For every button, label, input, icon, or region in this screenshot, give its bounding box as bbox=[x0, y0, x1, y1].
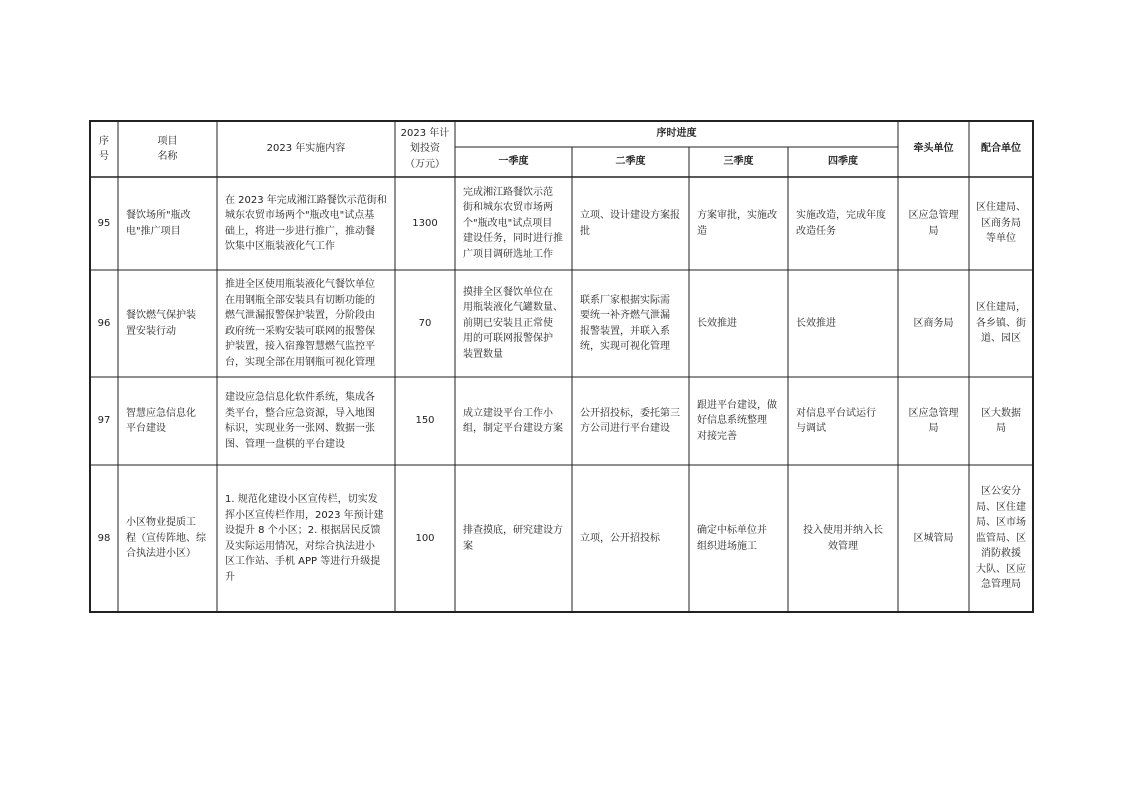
row-96-partner: 区住建局， 各乡镇、街 道、园区 bbox=[976, 302, 1026, 345]
row-97-q2: 公开招投标，委托第三 方公司进行平台建设 bbox=[580, 407, 680, 434]
row-95-lead: 区应急管理 局 bbox=[908, 210, 959, 237]
row-97-seq: 97 bbox=[97, 415, 111, 427]
row-96-q3: 长效推进 bbox=[697, 317, 737, 329]
row-96-seq: 96 bbox=[97, 317, 111, 329]
row-95-content: 在 2023 年完成湘江路餐饮示范街和 城东农贸市场两个"瓶改电"试点基 础上，将进一步进行推广，推动餐 饮集中区瓶装液化气工作 bbox=[225, 194, 387, 252]
header-partner: 配合单位 bbox=[981, 143, 1021, 155]
header-q2: 二季度 bbox=[615, 156, 646, 168]
header-lead: 牵头单位 bbox=[913, 143, 954, 155]
header-name: 项目 名称 bbox=[157, 135, 178, 162]
row-96-investment: 70 bbox=[418, 317, 432, 329]
header-schedule: 序时进度 bbox=[656, 128, 697, 140]
row-98-q2: 立项，公开招投标 bbox=[580, 532, 660, 544]
row-95-investment: 1300 bbox=[412, 217, 438, 229]
row-98-lead: 区城管局 bbox=[913, 532, 954, 544]
row-97-partner: 区大数据 局 bbox=[981, 407, 1021, 434]
row-98-investment: 100 bbox=[415, 532, 435, 544]
row-96-q1: 摸排全区餐饮单位在 用瓶装液化气罐数量、 前期已安装且正常使 用的可联网报警保护 装置数量 bbox=[463, 286, 563, 360]
row-98-content: 1. 规范化建设小区宣传栏，切实发 挥小区宣传栏作用，2023 年预计建 设提升 8 个小区；2. 根据居民反馈 及实际运用情况，对综合执法进小 区工作站、手机 APP 等进行升级提 升 bbox=[225, 494, 384, 583]
row-98-q3: 确定中标单位并 组织进场施工 bbox=[697, 525, 767, 552]
row-96-q2: 联系厂家根据实际需 要统一补齐燃气泄漏 报警装置，并联入系 统，实现可视化管理 bbox=[580, 294, 670, 352]
row-95-q4: 实施改造，完成年度 改造任务 bbox=[796, 210, 886, 237]
row-95-name: 餐饮场所"瓶改 电"推广项目 bbox=[126, 210, 191, 237]
row-96-content: 推进全区使用瓶装液化气餐饮单位 在用钢瓶全部安装具有切断功能的 燃气泄漏报警保护装置，分阶段由 政府统一采购安装可联网的报警保 护装置，接入宿豫智慧燃气监控平 台，实现全部在用钢瓶可视化管理 bbox=[225, 279, 375, 368]
row-96-q4: 长效推进 bbox=[796, 317, 836, 329]
header-q4: 四季度 bbox=[828, 156, 858, 168]
row-95-q2: 立项、设计建设方案报 批 bbox=[580, 210, 680, 237]
row-95-partner: 区住建局、 区商务局 等单位 bbox=[976, 202, 1026, 245]
row-95-q1: 完成湘江路餐饮示范 街和城东农贸市场两 个"瓶改电"试点项目 建设任务，同时进行推 广项目调研选址工作 bbox=[463, 186, 563, 260]
row-96-name: 餐饮燃气保护装 置安装行动 bbox=[126, 310, 196, 337]
header-q3: 三季度 bbox=[723, 156, 754, 168]
header-q1: 一季度 bbox=[498, 156, 529, 168]
row-97-name: 智慧应急信息化 平台建设 bbox=[126, 407, 196, 434]
header-content: 2023 年实施内容 bbox=[266, 143, 346, 155]
header-seq: 序 号 bbox=[99, 135, 109, 162]
row-95-seq: 95 bbox=[97, 217, 111, 229]
row-98-name: 小区物业提质工 程（宣传阵地、综 合执法进小区） bbox=[126, 517, 206, 560]
row-98-seq: 98 bbox=[97, 532, 111, 544]
row-98-partner: 区公安分 局、区住建 局、区市场 监管局、区 消防救援 大队、区应 急管理局 bbox=[976, 486, 1026, 591]
row-97-q4: 对信息平台试运行 与调试 bbox=[796, 407, 876, 434]
row-98-q1: 排查摸底，研究建设方 案 bbox=[463, 525, 563, 552]
row-97-q3: 跟进平台建设，做 好信息系统整理 对接完善 bbox=[697, 399, 777, 442]
row-97-q1: 成立建设平台工作小 组，制定平台建设方案 bbox=[463, 407, 563, 434]
row-97-investment: 150 bbox=[415, 415, 435, 427]
row-95-q3: 方案审批，实施改 造 bbox=[697, 210, 777, 237]
row-96-lead: 区商务局 bbox=[913, 317, 954, 329]
row-98-q4: 投入使用并纳入长 效管理 bbox=[803, 525, 883, 552]
header-investment: 2023 年计 划投资 （万元） bbox=[400, 127, 450, 170]
row-97-content: 建设应急信息化软件系统，集成各 类平台，整合应急资源，导入地图 标识，实现业务一张网、数据一张 图、管理一盘棋的平台建设 bbox=[225, 392, 375, 450]
row-97-lead: 区应急管理 局 bbox=[908, 407, 959, 434]
